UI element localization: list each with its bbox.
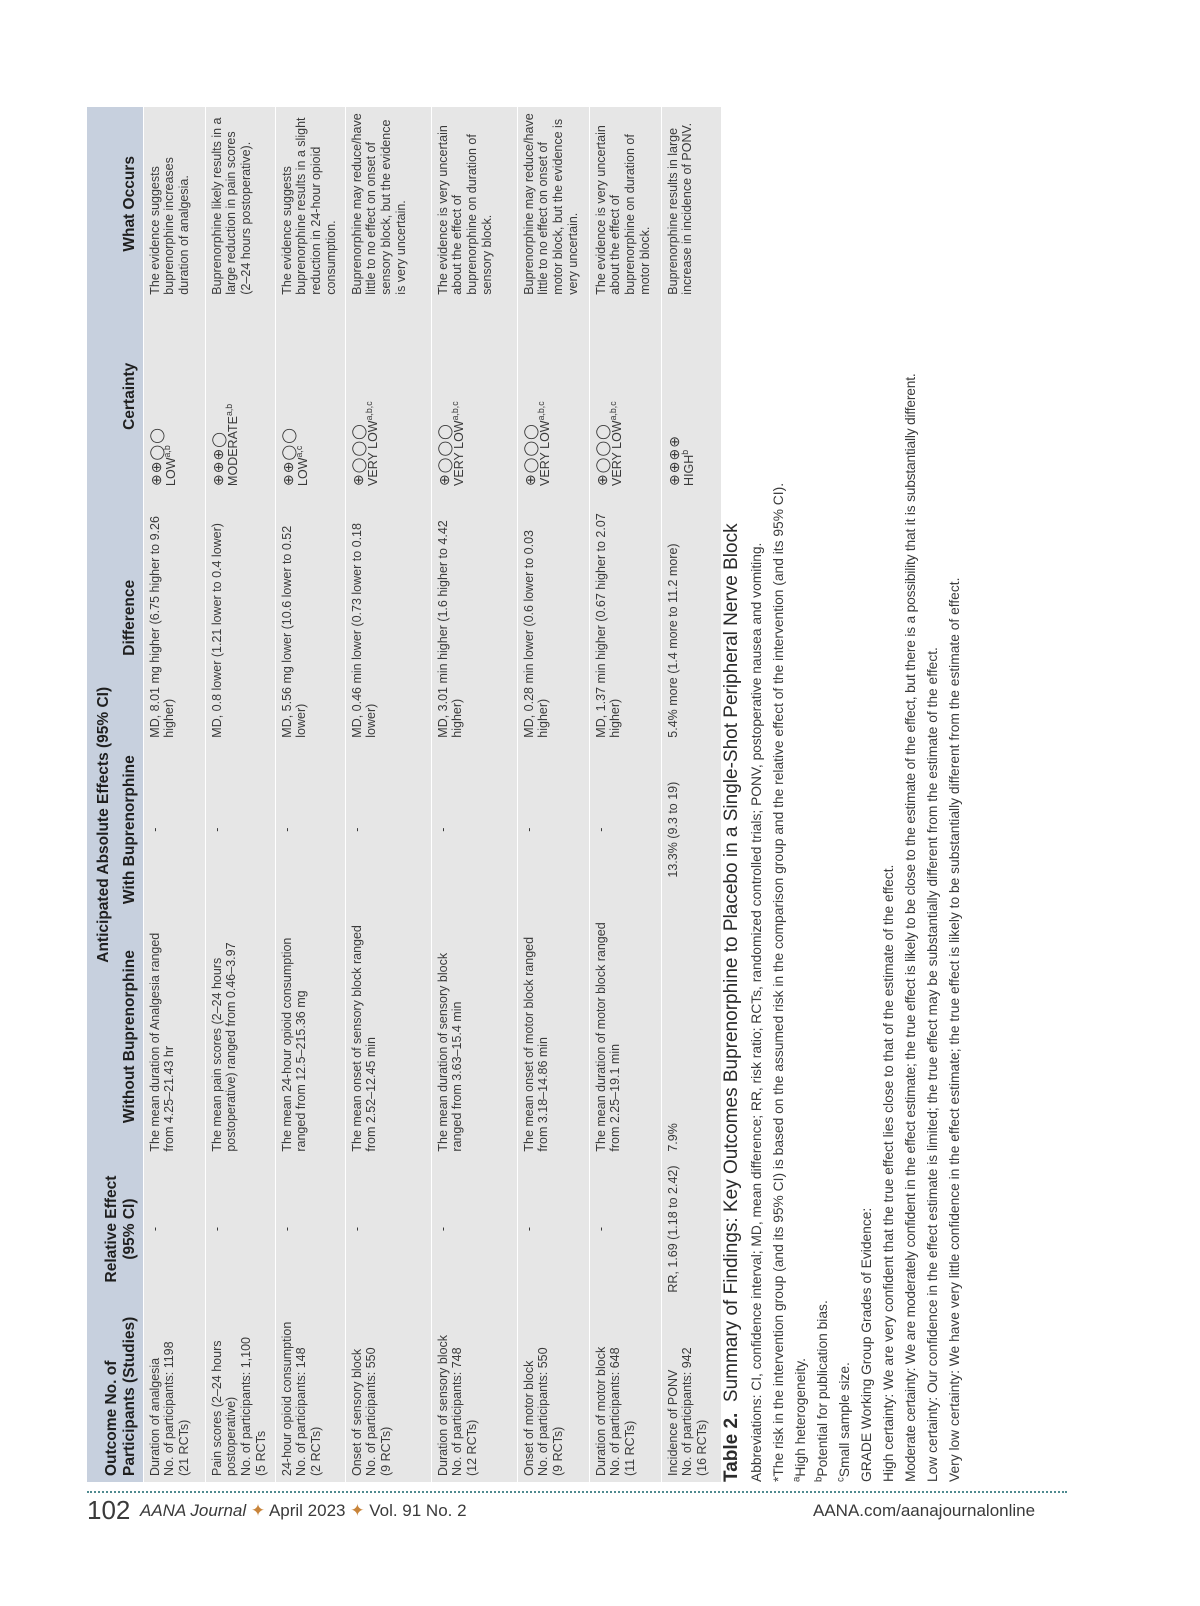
footnote-a-text: High heterogeneity. [793, 1357, 808, 1477]
without-text: The mean duration of motor block ranged from 2.25–19.1 min [593, 922, 623, 1152]
what-occurs-text: The evidence is very uncertain about the effect of buprenorphine on duration of motor block. [593, 125, 652, 295]
cell-outcome [431, 1300, 517, 1482]
separator-dot: ✦ [250, 1501, 266, 1520]
certainty-footnote-marks: a,b,c [535, 401, 546, 421]
cell-without [205, 916, 275, 1158]
cell-outcome [275, 1300, 345, 1482]
table-row [345, 107, 431, 1482]
difference-text: MD, 0.28 min lower (0.6 lower to 0.03 higher) [521, 529, 551, 738]
without-text: 7.9% [665, 1123, 680, 1152]
what-occurs-text: Buprenorphine may reduce/have little to no effect on onset of motor block, but the evidence is very uncertain. [521, 113, 580, 295]
what-occurs-text: Buprenorphine likely results in a large reduction in pain scores (2–24 hours postoperative). [209, 117, 254, 295]
cell-what-occurs [661, 107, 721, 301]
cell-with [143, 744, 205, 916]
grade-low: Low certainty: Our confidence in the effect estimate is limited; the true effect may be substantially different from the estimate of the effect. [925, 647, 940, 1482]
cell-difference [143, 492, 205, 744]
page-number: 102 [87, 1495, 131, 1525]
header-what-occurs: What Occurs [87, 107, 143, 301]
with-text: - [521, 827, 536, 832]
cell-relative-effect [431, 1158, 517, 1301]
grade-moderate: Moderate certainty: We are moderately confident in the effect estimate; the true effect is likely to be close to the estimate of the effect, but there is a possibility that it is substantially different. [903, 373, 918, 1482]
table-row [275, 107, 345, 1482]
with-text: - [349, 827, 364, 832]
cell-relative-effect [517, 1158, 589, 1301]
outcome-line: Duration of sensory block [435, 1334, 450, 1476]
cell-relative-effect [345, 1158, 431, 1301]
outcome-line: 24-hour opioid consumption [279, 1321, 294, 1476]
cell-relative-effect [589, 1158, 661, 1301]
cell-certainty [517, 301, 589, 492]
outcome-line: Incidence of PONV [665, 1369, 680, 1476]
certainty-symbols: ⊕◯◯◯ [593, 423, 610, 486]
certainty-label: LOW [164, 457, 179, 486]
cell-outcome [661, 1300, 721, 1482]
what-occurs-text: The evidence suggests buprenorphine increases duration of analgesia. [147, 157, 192, 295]
outcome-line: (21 RCTs) [177, 1419, 192, 1476]
cell-what-occurs [205, 107, 275, 301]
outcome-line: (5 RCTs [253, 1430, 268, 1476]
cell-without [275, 916, 345, 1158]
issue-volume: Vol. 91 No. 2 [369, 1501, 467, 1520]
relative-effect-text: - [435, 1226, 450, 1232]
without-text: The mean duration of Analgesia ranged from 4.25–21.43 hr [147, 932, 177, 1152]
cell-without [431, 916, 517, 1158]
certainty-footnote-marks: a,b,c [607, 401, 618, 421]
outcome-line: No. of participants: 1198 [162, 1341, 177, 1476]
header-relative-effect: Relative Effect (95% CI) [87, 1158, 143, 1301]
cell-with [517, 744, 589, 916]
cell-relative-effect [661, 1158, 721, 1301]
outcome-line: No. of participants: 148 [294, 1347, 309, 1476]
caption-label: Table 2. [721, 1412, 742, 1482]
certainty-label: LOW [296, 457, 311, 486]
cell-what-occurs [275, 107, 345, 301]
what-occurs-text: Buprenorphine may reduce/have little to no effect on onset of sensory block, but the evidence is very uncertain. [349, 113, 408, 295]
cell-outcome [345, 1300, 431, 1482]
cell-relative-effect [275, 1158, 345, 1301]
certainty-symbols: ⊕◯◯◯ [521, 423, 538, 486]
relative-effect-text: RR, 1.69 (1.18 to 2.42) [665, 1165, 680, 1293]
with-text: 13.3% (9.3 to 19) [665, 781, 680, 878]
what-occurs-text: Buprenorphine results in large increase in incidence of PONV. [665, 122, 695, 295]
footnote-a: $^a$High heterogeneity. [791, 1357, 808, 1482]
relative-effect-text: - [279, 1226, 294, 1232]
outcome-line: (9 RCTs) [379, 1426, 394, 1476]
certainty-symbols: ⊕⊕⊕⊕ [665, 435, 682, 486]
cell-difference [205, 492, 275, 744]
cell-without [661, 916, 721, 1158]
difference-text: MD, 8.01 mg higher (6.75 higher to 9.26 higher) [147, 516, 177, 738]
cell-difference [517, 492, 589, 744]
grade-high: High certainty: We are very confident that the true effect lies close to that of the estimate of the effect. [881, 864, 896, 1482]
relative-effect-text: - [209, 1226, 224, 1232]
without-text: The mean 24-hour opioid consumption ranged from 12.5–215.36 mg [279, 937, 309, 1152]
outcome-line: (2 RCTs) [309, 1426, 324, 1476]
cell-relative-effect [143, 1158, 205, 1301]
cell-with [431, 744, 517, 916]
cell-without [517, 916, 589, 1158]
cell-without [589, 916, 661, 1158]
table-row [205, 107, 275, 1482]
cell-certainty [205, 301, 275, 492]
cell-relative-effect [205, 1158, 275, 1301]
outcome-line: No. of participants: 550 [536, 1347, 551, 1476]
footnote-abbreviations: Abbreviations: CI, confidence interval; MD, mean difference; RR, risk ratio; RCTs, randomized controlled trials; PONV, postoperative nausea and vomiting. [749, 542, 764, 1482]
outcome-line: Onset of sensory block [349, 1348, 364, 1476]
certainty-symbols: ⊕⊕◯◯ [279, 427, 296, 486]
outcome-line: No. of participants: 648 [608, 1347, 623, 1476]
footnote-b: $^b$Potential for publication bias. [813, 1300, 830, 1482]
difference-text: MD, 0.46 min lower (0.73 lower to 0.18 lower) [349, 523, 379, 738]
caption-title: Summary of Findings: Key Outcomes Buprenorphine to Placebo in a Single-Shot Peripheral Nerve Block [721, 523, 742, 1403]
relative-effect-text: - [521, 1226, 536, 1232]
cell-difference [345, 492, 431, 744]
certainty-label: MODERATE [226, 416, 241, 486]
difference-text: MD, 1.37 min higher (0.67 higher to 2.07 higher) [593, 513, 623, 738]
with-text: - [209, 827, 224, 832]
outcome-line: Pain scores (2–24 hours postoperative) [209, 1340, 239, 1476]
with-text: - [279, 827, 294, 832]
outcome-line: Duration of motor block [593, 1346, 608, 1476]
cell-without [143, 916, 205, 1158]
grade-very-low: Very low certainty: We have very little confidence in the effect estimate; the true effect is likely to be substantially different from the estimate of effect. [947, 577, 962, 1482]
header-without: Without Buprenorphine [117, 916, 143, 1158]
cell-what-occurs [431, 107, 517, 301]
cell-outcome [143, 1300, 205, 1482]
certainty-footnote-marks: a,c [293, 445, 304, 458]
cell-difference [431, 492, 517, 744]
outcome-line: No. of participants: 1,100 [239, 1337, 254, 1476]
cell-outcome [589, 1300, 661, 1482]
certainty-label: VERY LOW [610, 420, 625, 486]
with-text: - [147, 827, 162, 832]
cell-outcome [205, 1300, 275, 1482]
certainty-footnote-marks: a,b [161, 445, 172, 458]
relative-effect-text: - [147, 1226, 162, 1232]
outcome-line: Duration of analgesia [147, 1357, 162, 1476]
difference-text: MD, 5.56 mg lower (10.6 lower to 0.52 lower) [279, 525, 309, 738]
certainty-footnote-marks: a,b,c [449, 401, 460, 421]
certainty-symbols: ⊕◯◯◯ [349, 423, 366, 486]
relative-effect-text: - [349, 1226, 364, 1232]
cell-what-occurs [517, 107, 589, 301]
cell-certainty [275, 301, 345, 492]
cell-what-occurs [589, 107, 661, 301]
cell-with [345, 744, 431, 916]
without-text: The mean onset of sensory block ranged from 2.52–12.45 min [349, 925, 379, 1152]
certainty-label: VERY LOW [538, 420, 553, 486]
outcome-line: No. of participants: 748 [450, 1347, 465, 1476]
cell-with [205, 744, 275, 916]
issue-date: April 2023 [268, 1501, 346, 1520]
footnote-risk: *The risk in the intervention group (and its 95% CI) is based on the assumed risk in the comparison group and the relative effect of the intervention (and its 95% CI). [771, 482, 786, 1482]
journal-website: AANA.com/aanajournalonline [813, 1501, 1036, 1520]
outcome-line: (16 RCTs) [695, 1419, 710, 1476]
outcome-line: (12 RCTs) [465, 1419, 480, 1476]
without-text: The mean duration of sensory block ranged from 3.63–15.4 min [435, 952, 465, 1152]
cell-certainty [143, 301, 205, 492]
outcome-line: No. of participants: 550 [364, 1347, 379, 1476]
header-difference: Difference [117, 492, 143, 744]
header-outcome: Outcome No. of Participants (Studies) [87, 1300, 143, 1482]
certainty-symbols: ⊕◯◯◯ [435, 423, 452, 486]
relative-effect-text: - [593, 1226, 608, 1232]
without-text: The mean onset of motor block ranged from 3.18–14.86 min [521, 936, 551, 1152]
cell-certainty [661, 301, 721, 492]
certainty-footnote-marks: b [679, 449, 690, 455]
table-row [517, 107, 589, 1482]
outcome-line: Onset of motor block [521, 1360, 536, 1476]
outcome-line: (11 RCTs) [623, 1420, 638, 1476]
what-occurs-text: The evidence suggests buprenorphine results in a slight reduction in 24-hour opioid consumption. [279, 117, 338, 295]
cell-difference [275, 492, 345, 744]
cell-certainty [345, 301, 431, 492]
table-row [589, 107, 661, 1482]
difference-text: MD, 0.8 lower (1.21 lower to 0.4 lower) [209, 523, 224, 738]
journal-name: AANA Journal [140, 1501, 247, 1520]
cell-with [661, 744, 721, 916]
with-text: - [435, 827, 450, 832]
certainty-symbols: ⊕⊕◯◯ [147, 427, 164, 486]
cell-without [345, 916, 431, 1158]
footnote-c-text: Small sample size. [837, 1362, 852, 1478]
footer-rule [87, 1491, 1067, 1493]
certainty-footnote-marks: a,b [223, 403, 234, 417]
cell-outcome [517, 1300, 589, 1482]
certainty-label: HIGH [682, 454, 697, 486]
journal-line [140, 1501, 467, 1521]
separator-dot: ✦ [350, 1501, 365, 1520]
cell-certainty [431, 301, 517, 492]
rotated-table-block [87, 107, 962, 1482]
cell-with [589, 744, 661, 916]
cell-certainty [589, 301, 661, 492]
table-row [661, 107, 721, 1482]
outcome-line: No. of participants: 942 [680, 1347, 695, 1476]
what-occurs-text: The evidence is very uncertain about the effect of buprenorphine on duration of sensory block. [435, 125, 494, 295]
certainty-footnote-marks: a,b,c [363, 401, 374, 421]
certainty-label: VERY LOW [452, 420, 467, 486]
certainty-label: VERY LOW [366, 420, 381, 486]
grade-heading: GRADE Working Group Grades of Evidence: [859, 1207, 874, 1482]
cell-with [275, 744, 345, 916]
with-text: - [593, 827, 608, 832]
cell-what-occurs [143, 107, 205, 301]
table-row [143, 107, 205, 1482]
table-row [431, 107, 517, 1482]
certainty-symbols: ⊕⊕⊕◯ [209, 431, 226, 486]
header-absolute-effects: Anticipated Absolute Effects (95% CI) [87, 492, 117, 1158]
cell-difference [589, 492, 661, 744]
difference-text: 5.4% more (1.4 more to 11.2 more) [665, 543, 680, 738]
header-certainty: Certainty [87, 301, 143, 492]
without-text: The mean pain scores (2–24 hours postoperative) ranged from 0.46–3.97 [209, 942, 239, 1152]
summary-of-findings-table [87, 107, 721, 1482]
table-caption [721, 107, 743, 1482]
footnote-b-text: Potential for publication bias. [815, 1300, 830, 1477]
footnote-c: $^c$Small sample size. [835, 1362, 852, 1482]
header-with: With Buprenorphine [117, 744, 143, 916]
cell-difference [661, 492, 721, 744]
outcome-line: (9 RCTs) [551, 1426, 566, 1476]
cell-what-occurs [345, 107, 431, 301]
difference-text: MD, 3.01 min higher (1.6 higher to 4.42 higher) [435, 520, 465, 738]
